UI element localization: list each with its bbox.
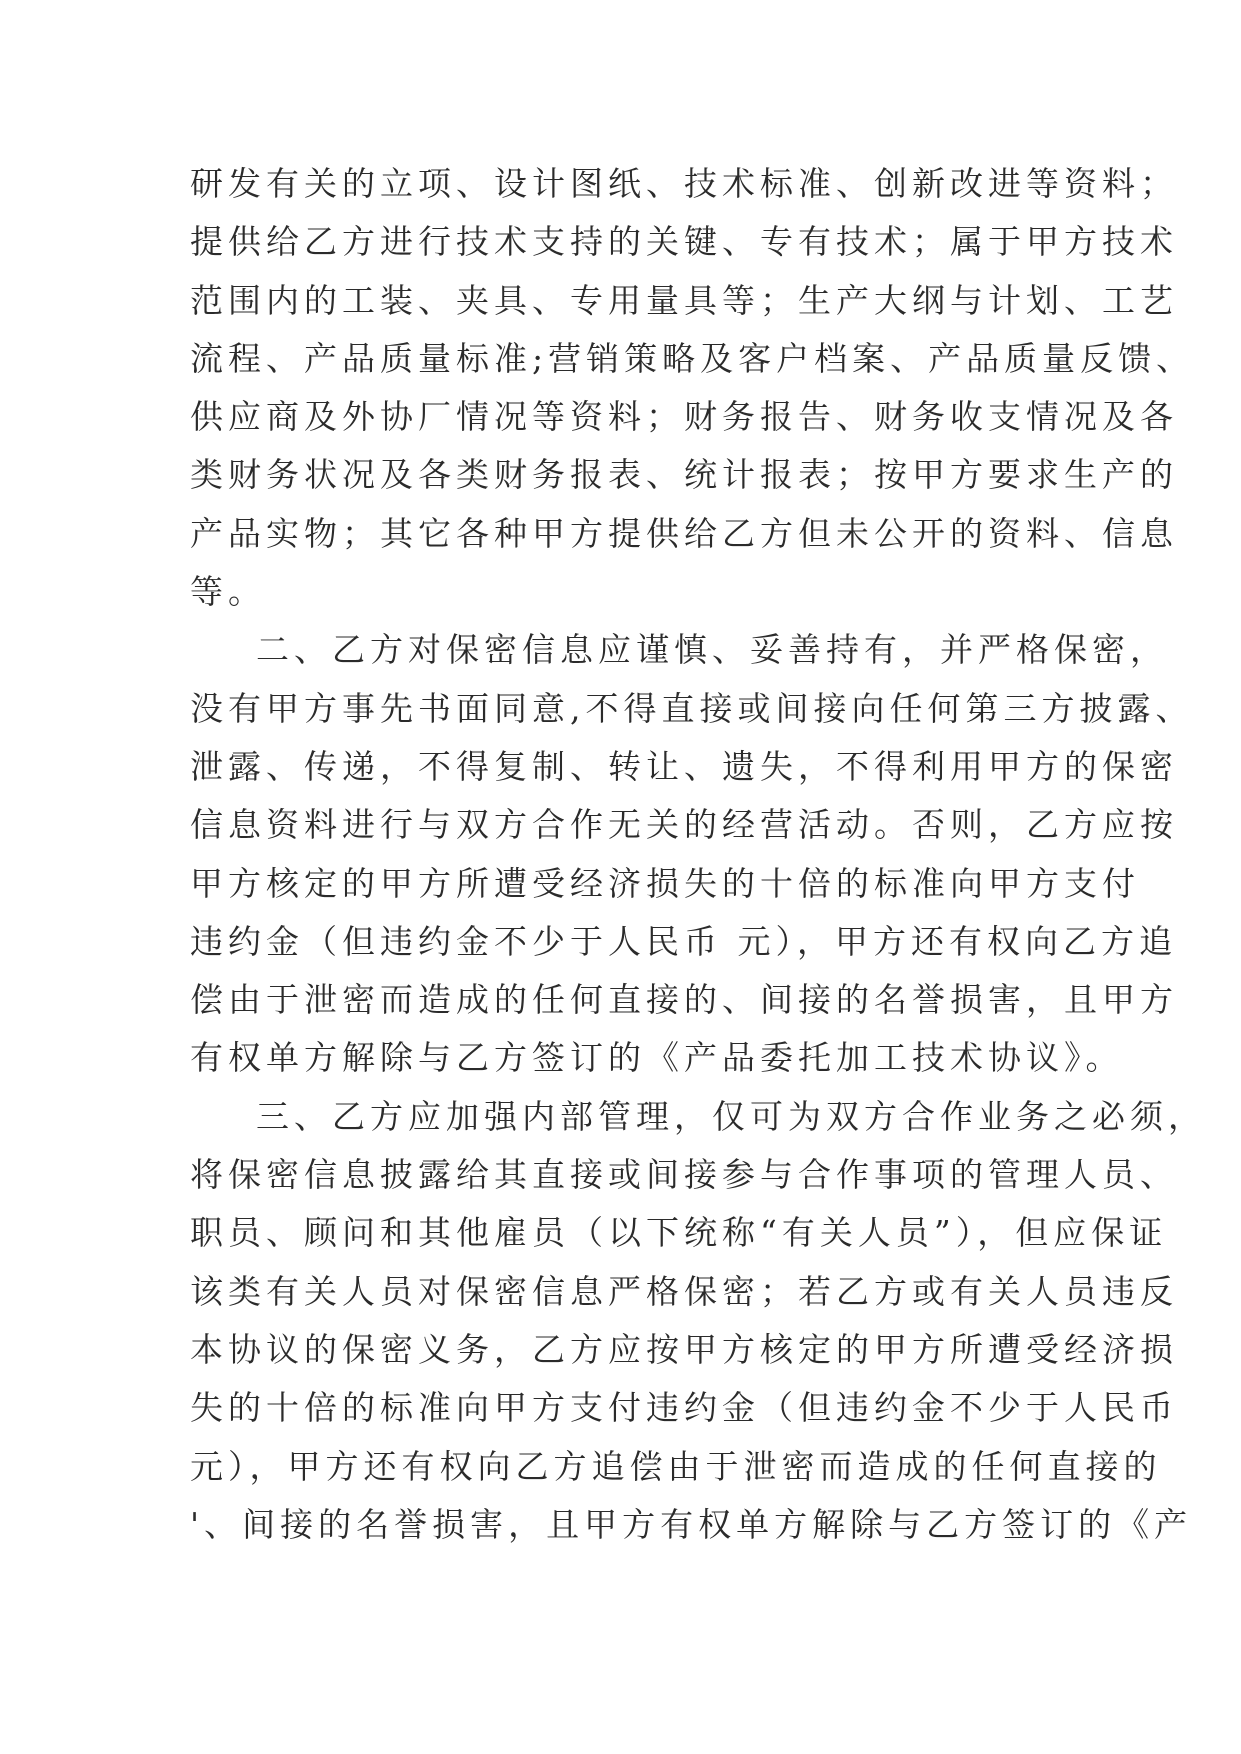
text-line: 研发有关的立项、设计图纸、技术标准、创新改进等资料；: [190, 164, 1178, 203]
text-line: 失的十倍的标准向甲方支付违约金（但违约金不少于人民币: [190, 1388, 1178, 1428]
text-line: 提供给乙方进行技术支持的关键、专有技术；属于甲方技术: [190, 222, 1178, 262]
paragraph-start-line: 三、乙方应加强内部管理，仅可为双方合作业务之必须，: [256, 1096, 1206, 1136]
text-line: 甲方核定的甲方所遭受经济损失的十倍的标准向甲方支付: [190, 863, 1140, 903]
text-line: 范围内的工装、夹具、专用量具等；生产大纲与计划、工艺: [190, 280, 1178, 320]
text-line: 将保密信息披露给其直接或间接参与合作事项的管理人员、: [190, 1155, 1178, 1195]
text-line: 本协议的保密义务，乙方应按甲方核定的甲方所遭受经济损: [190, 1329, 1178, 1369]
text-line: 产品实物；其它各种甲方提供给乙方但未公开的资料、信息: [190, 513, 1178, 553]
document-body: [190, 155, 1206, 1554]
text-line: 信息资料进行与双方合作无关的经营活动。否则，乙方应按: [190, 805, 1178, 845]
text-line: 违约金（但违约金不少于人民币 元），甲方还有权向乙方追: [190, 921, 1177, 961]
text-line: 有权单方解除与乙方签订的《产品委托加工技术协议》。: [190, 1038, 1124, 1078]
paragraph-start-line: 二、乙方对保密信息应谨慎、妥善持有，并严格保密，: [256, 630, 1168, 670]
text-line: 泄露、传递，不得复制、转让、遗失，不得利用甲方的保密: [190, 746, 1178, 786]
text-line: '、间接的名誉损害，且甲方有权单方解除与乙方签订的《产: [190, 1504, 1193, 1544]
text-line: 元），甲方还有权向乙方追偿由于泄密而造成的任何直接的: [190, 1446, 1162, 1486]
text-line: 流程、产品质量标准;营销策略及客户档案、产品质量反馈、: [190, 338, 1195, 378]
text-line: 供应商及外协厂情况等资料；财务报告、财务收支情况及各: [190, 397, 1178, 437]
text-line: 类财务状况及各类财务报表、统计报表；按甲方要求生产的: [190, 455, 1178, 495]
text-line: 偿由于泄密而造成的任何直接的、间接的名誉损害，且甲方: [190, 980, 1178, 1020]
text-line: 没有甲方事先书面同意,不得直接或间接向任何第三方披露、: [190, 688, 1194, 728]
text-line: 等。: [190, 572, 266, 612]
text-line: 该类有关人员对保密信息严格保密；若乙方或有关人员违反: [190, 1271, 1178, 1311]
text-line: 职员、顾问和其他雇员（以下统称“有关人员”），但应保证: [190, 1213, 1168, 1253]
